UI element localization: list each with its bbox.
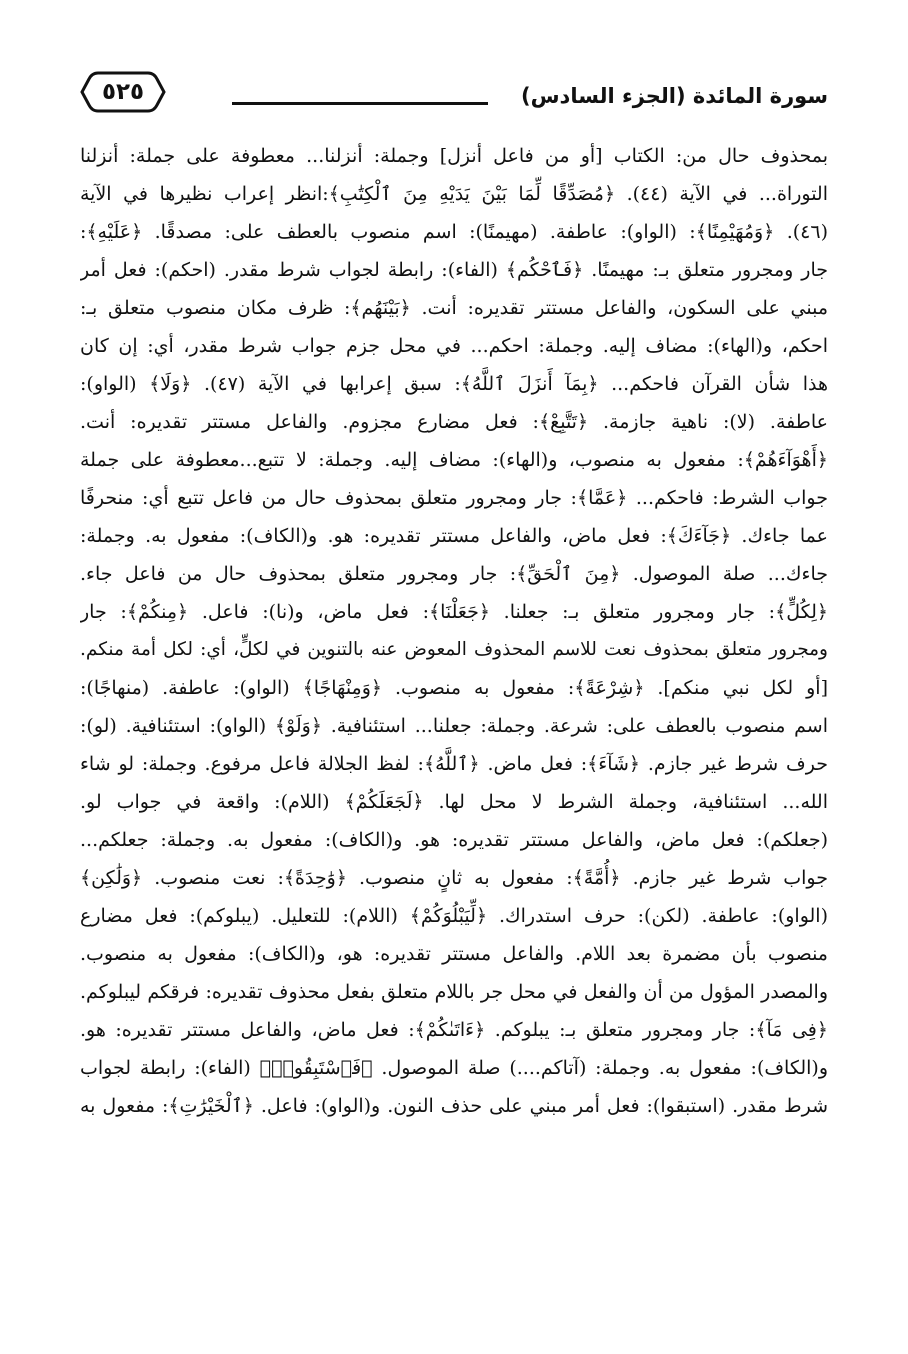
text-line: عاطفة. (لا): ناهية جازمة. ﴿تَتَّبِعْ﴾: فعل مضارع مجزوم. والفاعل مستتر تقديره: أنت. <box>80 411 828 433</box>
page-number: ٥٢٥ <box>101 79 145 105</box>
text-line: (الواو): عاطفة. (لكن): حرف استدراك. ﴿لِّيَبْلُوَكُمْ﴾ (اللام): للتعليل. (يبلوكم): فعل مضارع <box>80 905 828 927</box>
text-line: (٤٦). ﴿وَمُهَيْمِنًا﴾: (الواو): عاطفة. (مهيمنًا): اسم منصوب بالعطف على: مصدقًا. ﴿عَلَيْهِ﴾: <box>80 221 828 243</box>
text-line: اسم منصوب بالعطف على: شرعة. وجملة: جعلنا... استئنافية. ﴿وَلَوْ﴾ (الواو): استئنافية. (لو): <box>80 715 828 737</box>
page-header <box>80 70 828 120</box>
text-line: ﴿أَهْوَآءَهُمْ﴾: مفعول به منصوب، و(الهاء): مضاف إليه. وجملة: لا تتبع...معطوفة على جملة <box>80 449 828 471</box>
text-line: التوراة... في الآية (٤٤). ﴿مُصَدِّقًا لِّمَا بَيْنَ يَدَيْهِ مِنَ ٱلْكِتَٰبِ﴾:انظر إعراب نظيرها في الآية <box>80 183 828 205</box>
text-line: و(الكاف): مفعول به. وجملة: (آتاكم....) صلة الموصول. ﴿فَٱسْتَبِقُوا۟﴾ (الفاء): رابطة لجواب <box>80 1057 828 1079</box>
text-line: احكم، و(الهاء): مضاف إليه. وجملة: احكم... في محل جزم جواب شرط مقدر، أي: إن كان <box>80 335 828 357</box>
text-line: (جعلكم): فعل ماض، والفاعل مستتر تقديره: هو. و(الكاف): مفعول به. وجملة: جعلكم... <box>80 829 828 851</box>
text-line: الله... استئنافية، وجملة الشرط لا محل لها. ﴿لَجَعَلَكُمْ﴾ (اللام): واقعة في جواب لو. <box>80 791 828 813</box>
text-line: ومجرور متعلق بمحذوف نعت للاسم المحذوف المعوض عنه بالتنوين في لكلٍّ، أي: لكل أمة منكم. <box>80 639 828 660</box>
text-line: جار ومجرور متعلق بـ: مهيمنًا. ﴿فَٱحْكُم﴾ (الفاء): رابطة لجواب شرط مقدر. (احكم): فعل أمر <box>80 259 828 281</box>
text-line: هذا شأن القرآن فاحكم... ﴿بِمَآ أَنزَلَ ٱللَّهُ﴾: سبق إعرابها في الآية (٤٧). ﴿وَلَا﴾ (الواو): <box>80 373 828 395</box>
text-line: منصوب بأن مضمرة بعد اللام. والفاعل مستتر تقديره: هو، و(الكاف): مفعول به منصوب. <box>80 943 828 965</box>
text-line: جواب شرط غير جازم. ﴿أُمَّةً﴾: مفعول به ثانٍ منصوب. ﴿وَٰحِدَةً﴾: نعت منصوب. ﴿وَلَٰكِن﴾ <box>80 867 828 889</box>
text-line: حرف شرط غير جازم. ﴿شَآءَ﴾: فعل ماض. ﴿ٱللَّهُ﴾: لفظ الجلالة فاعل مرفوع. وجملة: لو شاء <box>80 753 828 775</box>
text-line: جاءك... صلة الموصول. ﴿مِنَ ٱلْحَقِّ﴾: جار ومجرور متعلق بمحذوف حال من فاعل جاء. <box>80 563 828 585</box>
text-line: والمصدر المؤول من أن والفعل في محل جر باللام متعلق بفعل محذوف تقديره: فرقكم ليبلوكم. <box>80 981 828 1003</box>
text-line: بمحذوف حال من: الكتاب [أو من فاعل أنزل] وجملة: أنزلنا... معطوفة على جملة: أنزلنا <box>80 145 828 167</box>
header-rule <box>232 102 488 105</box>
commentary-text <box>80 137 828 1125</box>
text-line: عما جاءك. ﴿جَآءَكَ﴾: فعل ماض، والفاعل مستتر تقديره: هو. و(الكاف): مفعول به. وجملة: <box>80 525 828 547</box>
running-title: سورة المائدة (الجزء السادس) <box>520 84 828 108</box>
page-number-frame <box>80 70 166 114</box>
text-line: [أو لكل نبي منكم]. ﴿شِرْعَةً﴾: مفعول به منصوب. ﴿وَمِنْهَاجًا﴾ (الواو): عاطفة. (منهاجًا): <box>80 677 828 699</box>
text-line: جواب الشرط: فاحكم... ﴿عَمَّا﴾: جار ومجرور متعلق بمحذوف حال من فاعل تتبع أي: منحرفًا <box>80 487 828 509</box>
text-line: ﴿لِكُلٍّ﴾: جار ومجرور متعلق بـ: جعلنا. ﴿جَعَلْنَا﴾: فعل ماض، و(نا): فاعل. ﴿مِنكُمْ﴾: جار <box>80 601 828 623</box>
text-line: ﴿فِى مَآ﴾: جار ومجرور متعلق بـ: يبلوكم. ﴿ءَاتَىٰكُمْ﴾: فعل ماض، والفاعل مستتر تقديره: هو. <box>80 1019 828 1041</box>
text-line: مبني على السكون، والفاعل مستتر تقديره: أنت. ﴿بَيْنَهُم﴾: ظرف مكان منصوب متعلق بـ: <box>80 297 828 319</box>
text-line: شرط مقدر. (استبقوا): فعل أمر مبني على حذف النون. و(الواو): فاعل. ﴿ٱلْخَيْرَٰتِ﴾: مفعول به <box>80 1095 828 1117</box>
